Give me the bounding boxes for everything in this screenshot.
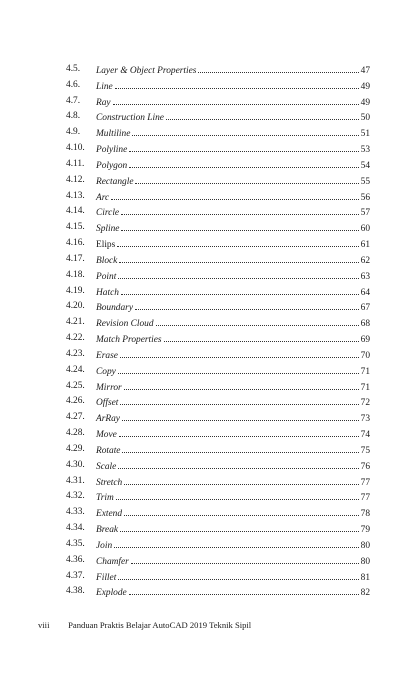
toc-entry-number: 4.36. — [66, 554, 85, 565]
toc-entry-page: 49 — [360, 97, 370, 108]
toc-entry-number: 4.13. — [66, 190, 85, 201]
dot-leader — [122, 410, 359, 421]
dot-leader — [198, 62, 358, 73]
dot-leader — [119, 252, 358, 263]
toc-entry[interactable] — [0, 553, 410, 569]
toc-entry-title: Fillet — [96, 572, 117, 583]
toc-entry[interactable] — [0, 584, 410, 600]
toc-entry-page: 71 — [360, 366, 370, 377]
dot-leader — [135, 299, 359, 310]
toc-entry-number: 4.26. — [66, 396, 85, 407]
toc-entry-number: 4.32. — [66, 491, 85, 502]
dot-leader — [120, 347, 359, 358]
toc-entry-number: 4.12. — [66, 174, 85, 185]
toc-entry-page: 69 — [360, 335, 370, 346]
dot-leader — [164, 331, 359, 342]
toc-entry-number: 4.22. — [66, 333, 85, 344]
toc-entry-number: 4.20. — [66, 301, 85, 312]
toc-entry-title: Block — [96, 255, 118, 266]
toc-entry[interactable] — [0, 505, 410, 521]
toc-entry-title: Line — [96, 81, 113, 92]
toc-entry-number: 4.21. — [66, 317, 85, 328]
toc-entry-number: 4.8. — [66, 111, 81, 122]
dot-leader — [117, 236, 358, 247]
toc-entry-page: 50 — [360, 113, 370, 124]
toc-entry-page: 53 — [360, 145, 370, 156]
toc-entry[interactable] — [0, 125, 410, 141]
toc-entry-title: Polygon — [96, 160, 128, 171]
toc-entry[interactable] — [0, 474, 410, 490]
toc-entry-page: 76 — [360, 461, 370, 472]
dot-leader — [120, 521, 359, 532]
toc-entry-title: Construction Line — [96, 113, 164, 124]
toc-entry-number: 4.38. — [66, 586, 85, 597]
toc-entry-title: Extend — [96, 509, 123, 520]
toc-entry-number: 4.6. — [66, 79, 81, 90]
toc-entry-title: Circle — [96, 208, 120, 219]
toc-entry[interactable] — [0, 220, 410, 236]
toc-entry-number: 4.27. — [66, 412, 85, 423]
toc-entry-title: Move — [96, 430, 117, 441]
toc-entry-page: 71 — [360, 382, 370, 393]
toc-entry-page: 55 — [360, 176, 370, 187]
toc-entry[interactable] — [0, 331, 410, 347]
toc-entry-title: ArRay — [96, 414, 120, 425]
toc-entry[interactable] — [0, 141, 410, 157]
toc-entry-page: 80 — [360, 556, 370, 567]
toc-entry[interactable] — [0, 315, 410, 331]
dot-leader — [111, 189, 358, 200]
toc-entry-title: Match Properties — [96, 335, 162, 346]
toc-entry-title: Rectangle — [96, 176, 134, 187]
toc-entry-page: 78 — [360, 509, 370, 520]
toc-entry[interactable] — [0, 268, 410, 284]
toc-entry-page: 51 — [360, 129, 370, 140]
dot-leader — [118, 268, 358, 279]
toc-entry-title: Copy — [96, 366, 116, 377]
toc-entry[interactable] — [0, 569, 410, 585]
toc-entry-page: 77 — [360, 477, 370, 488]
toc-entry[interactable] — [0, 284, 410, 300]
toc-entry-page: 81 — [360, 572, 370, 583]
footer-book-title: Panduan Praktis Belajar AutoCAD 2019 Teknik Sipil — [68, 620, 252, 630]
toc-entry-title: Point — [96, 271, 117, 282]
toc-entry-page: 80 — [360, 540, 370, 551]
toc-entry-title: Hatch — [96, 287, 119, 298]
dot-leader — [121, 284, 359, 295]
toc-entry-title: Revision Cloud — [96, 319, 154, 330]
toc-entry-title: Mirror — [96, 382, 122, 393]
toc-entry-page: 73 — [360, 414, 370, 425]
dot-leader — [121, 220, 358, 231]
toc-entry-page: 79 — [360, 525, 370, 536]
toc-entry-number: 4.16. — [66, 238, 85, 249]
toc-entry-number: 4.24. — [66, 364, 85, 375]
page-footer — [38, 620, 251, 630]
dot-leader — [115, 78, 359, 89]
toc-entry[interactable] — [0, 489, 410, 505]
toc-entry[interactable] — [0, 442, 410, 458]
toc-entry[interactable] — [0, 299, 410, 315]
toc-entry[interactable] — [0, 347, 410, 363]
toc-entry-number: 4.14. — [66, 206, 85, 217]
toc-entry-title: Elips — [96, 240, 116, 251]
toc-entry-number: 4.37. — [66, 570, 85, 581]
toc-entry-page: 61 — [360, 240, 370, 251]
toc-entry-number: 4.7. — [66, 95, 81, 106]
toc-entry-title: Break — [96, 525, 119, 536]
toc-entry-page: 63 — [360, 271, 370, 282]
toc-entry-number: 4.5. — [66, 64, 81, 74]
toc-entry-title: Offset — [96, 398, 119, 409]
dot-leader — [119, 426, 359, 437]
toc-entry[interactable] — [0, 236, 410, 252]
toc-entry-title: Ray — [96, 97, 111, 108]
dot-leader — [116, 489, 359, 500]
table-of-contents — [0, 62, 410, 600]
dot-leader — [166, 109, 359, 120]
toc-entry[interactable] — [0, 363, 410, 379]
toc-entry-title: Rotate — [96, 445, 121, 456]
toc-entry-number: 4.31. — [66, 475, 85, 486]
toc-entry[interactable] — [0, 204, 410, 220]
toc-entry-title: Stretch — [96, 477, 123, 488]
toc-entry[interactable] — [0, 94, 410, 110]
toc-entry-page: 64 — [360, 287, 370, 298]
toc-entry-title: Chamfer — [96, 556, 129, 567]
toc-entry[interactable] — [0, 394, 410, 410]
dot-leader — [124, 505, 359, 516]
dot-leader — [118, 569, 358, 580]
toc-entry-number: 4.10. — [66, 143, 85, 154]
dot-leader — [135, 173, 358, 184]
dot-leader — [124, 379, 359, 390]
dot-leader — [118, 363, 359, 374]
toc-entry[interactable] — [0, 157, 410, 173]
toc-entry-page: 56 — [360, 192, 370, 203]
toc-entry-title: Spline — [96, 224, 120, 235]
toc-entry-title: Arc — [96, 192, 110, 203]
toc-entry-number: 4.17. — [66, 253, 85, 264]
dot-leader — [129, 157, 358, 168]
toc-entry[interactable] — [0, 410, 410, 426]
footer-page-number: viii — [38, 620, 50, 630]
toc-entry-page: 72 — [360, 398, 370, 409]
toc-entry[interactable] — [0, 78, 410, 94]
dot-leader — [122, 442, 358, 453]
toc-entry[interactable] — [0, 537, 410, 553]
dot-leader — [132, 125, 358, 136]
toc-entry[interactable] — [0, 189, 410, 205]
dot-leader — [121, 204, 359, 215]
toc-entry[interactable] — [0, 109, 410, 125]
toc-entry-title: Multiline — [96, 129, 131, 140]
toc-entry-number: 4.29. — [66, 443, 85, 454]
toc-entry-number: 4.28. — [66, 428, 85, 439]
toc-entry-page: 74 — [360, 430, 370, 441]
toc-entry-page: 57 — [360, 208, 370, 219]
toc-entry[interactable] — [0, 379, 410, 395]
toc-entry-number: 4.34. — [66, 523, 85, 534]
toc-entry[interactable] — [0, 173, 410, 189]
dot-leader — [114, 537, 358, 548]
toc-entry[interactable] — [0, 62, 410, 78]
toc-entry-title: Join — [96, 540, 113, 551]
toc-entry[interactable] — [0, 252, 410, 268]
toc-entry[interactable] — [0, 458, 410, 474]
toc-entry-number: 4.25. — [66, 380, 85, 391]
toc-entry-title: Layer & Object Properties — [96, 66, 197, 76]
dot-leader — [131, 553, 359, 564]
dot-leader — [113, 94, 359, 105]
toc-entry-number: 4.11. — [66, 158, 85, 169]
toc-entry-title: Erase — [96, 350, 118, 361]
toc-entry-page: 75 — [360, 445, 370, 456]
dot-leader — [124, 474, 358, 485]
dot-leader — [129, 584, 359, 595]
toc-entry-page: 70 — [360, 350, 370, 361]
toc-entry-page: 82 — [360, 588, 370, 599]
toc-entry-page: 68 — [360, 319, 370, 330]
toc-entry-number: 4.9. — [66, 127, 81, 138]
toc-entry-number: 4.19. — [66, 285, 85, 296]
toc-entry-page: 49 — [360, 81, 370, 92]
toc-entry-title: Scale — [96, 461, 117, 472]
toc-entry-number: 4.18. — [66, 269, 85, 280]
toc-entry-title: Polyline — [96, 145, 128, 156]
dot-leader — [118, 458, 358, 469]
toc-entry[interactable] — [0, 426, 410, 442]
dot-leader — [120, 394, 358, 405]
toc-entry-number: 4.23. — [66, 348, 85, 359]
toc-entry-page: 47 — [360, 66, 370, 76]
dot-leader — [129, 141, 358, 152]
toc-entry-number: 4.30. — [66, 459, 85, 470]
toc-entry-page: 67 — [360, 303, 370, 314]
toc-entry-title: Boundary — [96, 303, 133, 314]
toc-entry-page: 54 — [360, 160, 370, 171]
toc-entry-title: Explode — [96, 588, 127, 599]
toc-entry-number: 4.15. — [66, 222, 85, 233]
dot-leader — [156, 315, 359, 326]
toc-entry-page: 60 — [360, 224, 370, 235]
toc-entry[interactable] — [0, 521, 410, 537]
toc-entry-number: 4.35. — [66, 538, 85, 549]
toc-entry-page: 62 — [360, 255, 370, 266]
toc-entry-title: Trim — [96, 493, 114, 504]
toc-entry-page: 77 — [360, 493, 370, 504]
toc-entry-number: 4.33. — [66, 507, 85, 518]
